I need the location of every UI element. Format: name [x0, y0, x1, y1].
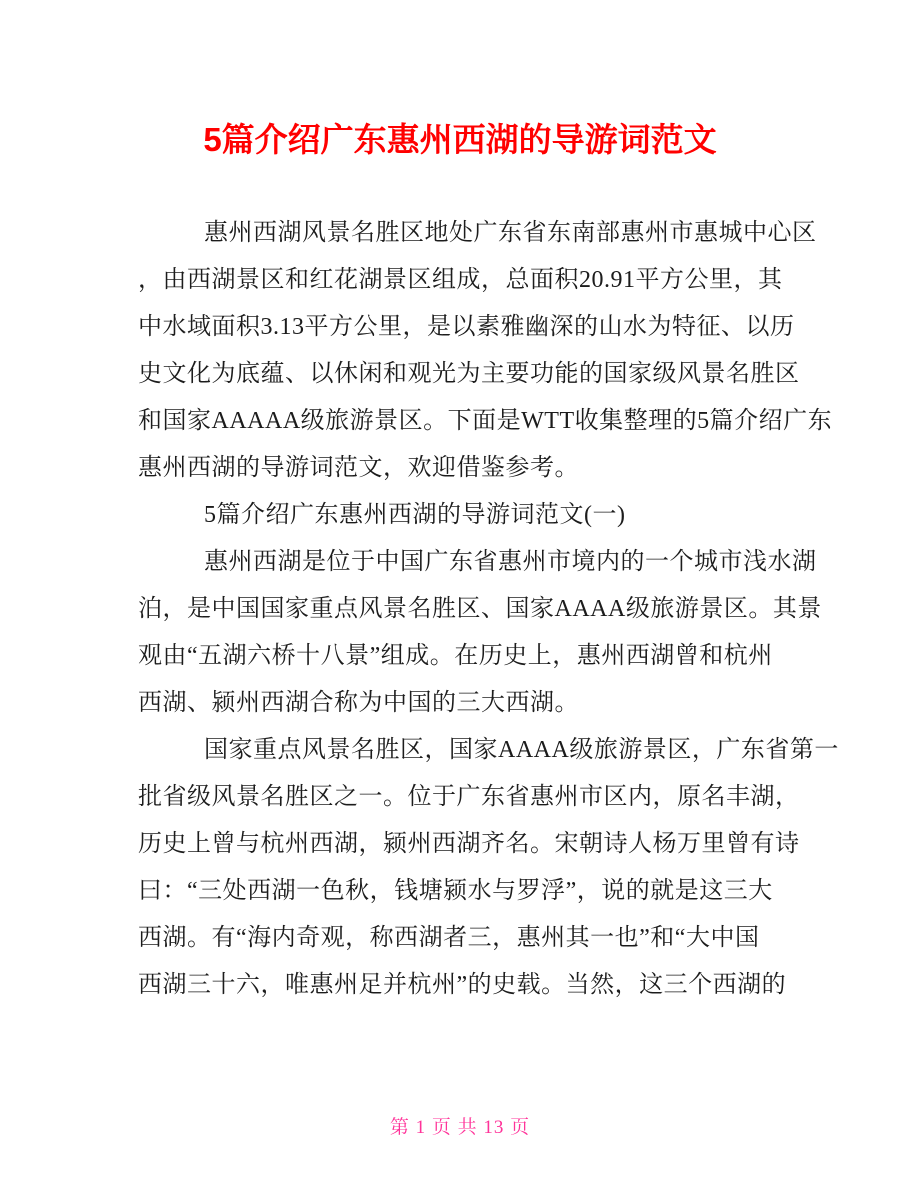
page-number-footer: 第 1 页 共 13 页	[389, 1117, 531, 1138]
body-line: 西湖三十六，唯惠州足并杭州”的史载。当然，这三个西湖的	[138, 972, 787, 998]
body-line: 惠州西湖是位于中国广东省惠州市境内的一个城市浅水湖	[204, 549, 817, 575]
body-line: 曰：“三处西湖一色秋，钱塘颍水与罗浮”，说的就是这三大	[138, 878, 773, 904]
body-line: 史文化为底蕴、以休闲和观光为主要功能的国家级风景名胜区	[138, 361, 800, 387]
section-heading-line: 5篇介绍广东惠州西湖的导游词范文(一)	[204, 502, 626, 528]
body-line: 惠州西湖的导游词范文，欢迎借鉴参考。	[138, 455, 579, 481]
body-line: 历史上曾与杭州西湖，颍州西湖齐名。宋朝诗人杨万里曾有诗	[138, 831, 800, 857]
body-line: 国家重点风景名胜区，国家AAAA级旅游景区，广东省第一	[204, 737, 839, 763]
body-line: 西湖、颍州西湖合称为中国的三大西湖。	[138, 690, 579, 716]
document-body	[138, 210, 839, 1009]
body-line: 观由“五湖六桥十八景”组成。在历史上，惠州西湖曾和杭州	[138, 643, 773, 669]
body-line: 西湖。有“海内奇观，称西湖者三，惠州其一也”和“大中国	[138, 925, 760, 951]
page-title: 5篇介绍广东惠州西湖的导游词范文	[203, 121, 717, 158]
body-line: 中水域面积3.13平方公里，是以素雅幽深的山水为特征、以历	[138, 314, 795, 340]
body-line: ，由西湖景区和红花湖景区组成，总面积20.91平方公里，其	[138, 267, 783, 293]
body-line: 和国家AAAAA级旅游景区。下面是WTT收集整理的5篇介绍广东	[138, 408, 833, 434]
body-line: 批省级风景名胜区之一。位于广东省惠州市区内，原名丰湖，	[138, 784, 800, 810]
body-line: 泊，是中国国家重点风景名胜区、国家AAAA级旅游景区。其景	[138, 596, 822, 622]
body-line: 惠州西湖风景名胜区地处广东省东南部惠州市惠城中心区	[204, 220, 817, 246]
